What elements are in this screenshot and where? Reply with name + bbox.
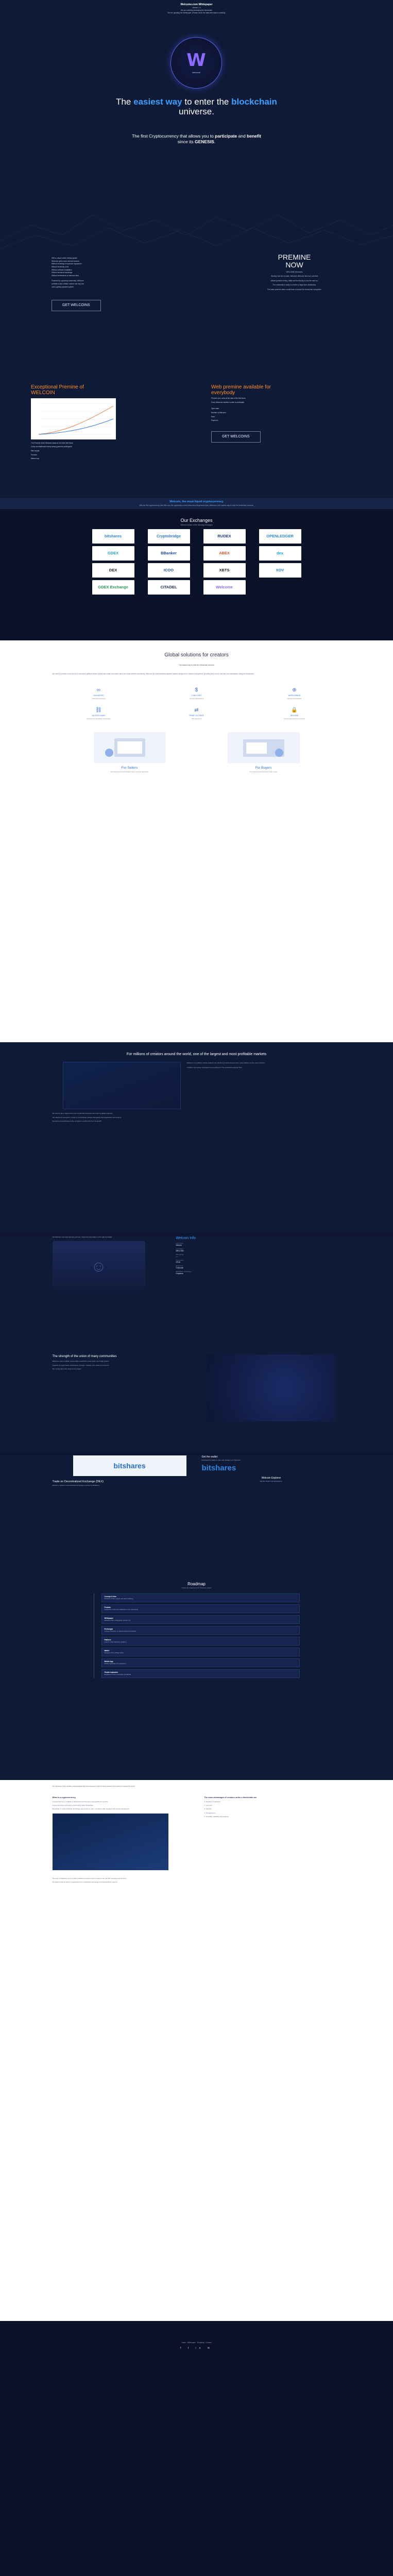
roadmap-item-text: Expansion of the ecosystem worldwide. — [104, 1673, 132, 1676]
roadmap-item-title: Global expansion — [104, 1671, 118, 1673]
trade-text: Welcoin is traded on decentralized exchanges powered by BitShares. — [52, 1484, 100, 1486]
wallet-section — [0, 1455, 393, 1574]
dist-text-1: The Premine of the Welcoins starts at 1st of the first block. — [31, 442, 74, 444]
info-right — [176, 1236, 331, 1293]
feature-text: Low fee transactions — [189, 697, 204, 700]
strength-text-2: Together we grow faster and become stronger, creating more value for everyone. — [52, 1364, 110, 1366]
network-graphic — [0, 199, 393, 251]
exchange-card[interactable]: ICOO — [148, 563, 190, 578]
feature-title: WORLDWIDE — [288, 694, 301, 697]
exchange-card[interactable]: RUDEX — [203, 529, 246, 544]
roadmap-item — [101, 1637, 300, 1646]
feature-text: Powered by blockchain technology — [87, 717, 111, 720]
exchange-card[interactable]: ABEX — [203, 546, 246, 561]
premine-label: Premine — [31, 453, 37, 456]
web-premine — [211, 385, 345, 443]
strength-section — [0, 1349, 393, 1452]
exchange-card[interactable]: XOV — [259, 563, 301, 578]
creators-section — [0, 1042, 393, 1233]
about-section — [0, 251, 393, 380]
info-label: Block time — [176, 1264, 183, 1267]
liquid-text: With the first cryptocurrency that offers you the opportunity to earn coins since its genesis block, Welcome is the easiest way to enter the blockchain universe. — [139, 504, 254, 507]
roadmap-item-text: Definition of the project and team building. — [104, 1598, 133, 1600]
explorer-title[interactable]: Welcoin Explorer — [261, 1477, 281, 1480]
creators-more: We want to give creators the tools to build their business and reach a global audience. The Welcome ecosystem is built on a blockchain network that grants decentralization and security. Everyone can participate in the ecosystem and benefit from its growth. — [52, 1112, 122, 1123]
info-value: 3 seconds — [176, 1267, 184, 1269]
roadmap-item — [101, 1626, 300, 1635]
info-value: Graphene — [176, 1273, 183, 1275]
advantage-item: 3. Security — [204, 1808, 212, 1810]
strength-text-3: The community is the heart of the project. — [52, 1368, 82, 1370]
payment: Payment: — [211, 419, 218, 422]
roadmap-item — [101, 1615, 300, 1624]
advantage-item: 4. Transparency — [204, 1811, 216, 1814]
sellers-buyers — [0, 732, 393, 773]
whitepaper-intro: The Welcome Team creates a decentralized payment ecosystem that connects creators and customers around the world. — [52, 1785, 135, 1787]
exchange-card[interactable]: GDEX — [92, 546, 134, 561]
global-intro: We want to provide a new kind of e-commerce platform where people can create and share value and trade with the community. Welcome is a decentralized payment system designed for creators everywhere, providing fast, secure and low-cost transactions using the blockchain. — [52, 672, 254, 675]
strength-text-1: Welcome unites multiple communities around the world under one single project. — [52, 1360, 109, 1363]
feature-text: P2P payments — [191, 717, 202, 720]
dev-note: We are currently developing the blockchain — [181, 9, 212, 11]
exchange-card[interactable]: OPENLEDGER — [259, 529, 301, 544]
whitepaper-right: The main advantages of creators under a blockchain are 1. Freedom of payment 2. Low cost 3. Security 4. Transparency 5. Flexibility, reliability and longevity — [204, 1797, 341, 1870]
info-field — [176, 1253, 331, 1258]
exchange-card[interactable]: GDEX Exchange — [92, 580, 134, 595]
info-value: — — [176, 1256, 178, 1258]
info-field — [176, 1248, 331, 1252]
roadmap-title: Roadmap — [187, 1581, 206, 1586]
logo-letter: W — [186, 50, 206, 71]
feature-icon: 🔒 — [291, 707, 298, 713]
info-label: Blockchain technology — [176, 1270, 192, 1273]
exchange-card[interactable]: DEX — [92, 563, 134, 578]
exchange-card[interactable]: dex — [259, 546, 301, 561]
feature-text: Secure payments for everyone — [284, 717, 305, 720]
roadmap-item-title: Platform — [104, 1638, 111, 1641]
feature-item — [253, 687, 336, 700]
feature-title: LOW COST — [191, 694, 202, 697]
advantage-item: 1. Freedom of payment — [204, 1800, 220, 1803]
hero-subheading: The first Cryptocurrency that allows you to participate and benefit since its GENESIS. — [132, 133, 261, 144]
blockchain-image — [53, 1814, 168, 1870]
feature-icon: ⊕ — [292, 687, 297, 693]
creators-text: Welcome is a platform where creators can sell their products and services, using Welcoin as the main currency. Creators can receive payments from anywhere in the world with minimum fees. — [186, 1062, 265, 1069]
feature-item — [58, 687, 140, 700]
liquid-band — [0, 498, 393, 509]
roadmap-item — [101, 1594, 300, 1602]
feature-title: BLOCKCHAIN — [92, 715, 105, 717]
roadmap-item-text: Listing of Welcoin on decentralized exchanges. — [104, 1630, 136, 1633]
about-text: With a unique native mining system Welcome gives users several rewards: Without investing in expensive equipment Without electricity costs Without software installation Without technical knowledge Without investments or intensive fees Powered by a growing community, Welcome provides a fast, reliable, secure and very low cost e-galaxy payment system. GET WELCOINS — [0, 251, 196, 380]
info-section — [0, 1236, 393, 1349]
site-title: Welcome.com Whitepaper — [180, 3, 213, 6]
whitepaper-section — [0, 1780, 393, 2321]
global-subtitle: The easiest way to enter the blockchain universe — [179, 664, 214, 667]
whitepaper-left: What is a cryptocurrency A cryptocurrency is a digital or virtual currency that uses cryptography for security. Cryptocurrencies work using a technology called blockchain. Blockchain is a decentralized technology spread across many computers that manages and records transactions. — [53, 1797, 189, 1870]
version: Version 1.0 — [192, 7, 201, 9]
feature-item — [156, 707, 238, 720]
feature-item — [253, 707, 336, 720]
get-welcoins-button-2[interactable]: GET WELCOINS — [211, 431, 261, 443]
wallet-title: Get the wallet — [201, 1455, 218, 1459]
info-field — [176, 1259, 331, 1264]
header — [0, 0, 393, 14]
whitepaper-final: The team of Welcome aims to build a reliable ecosystem where creators can sell their products and services. We believe that the future of payments lies in blockchain technology and decentralized systems. — [52, 1877, 127, 1883]
trade-title: Trade on Decentralized Exchange (DEX) — [52, 1480, 104, 1483]
roadmap-item-title: Mobile App — [104, 1660, 113, 1663]
roadmap-item — [101, 1669, 300, 1678]
feature-title: UNLIMITED — [93, 694, 104, 697]
feature-item — [58, 707, 140, 720]
explorer-text: Explore blocks and transactions. — [260, 1480, 283, 1483]
footer — [0, 2321, 393, 2576]
global-section — [0, 640, 393, 1042]
feature-icon: ∞ — [96, 687, 101, 693]
exchanges-sub: Welcoin is listed on the following exchanges — [180, 523, 213, 526]
info-field — [176, 1270, 331, 1275]
info-label: Coin ticker — [176, 1247, 183, 1250]
footer-links[interactable]: Home · Whitepaper · Roadmap · Contact — [181, 2341, 212, 2344]
exchanges-section — [0, 509, 393, 640]
roadmap-list — [94, 1594, 300, 1678]
bitshares-logo[interactable]: bitshares — [201, 1464, 236, 1473]
buyers-illustration — [228, 732, 300, 763]
roadmap-item-title: Premine — [104, 1606, 111, 1608]
liquid-title: Welcoin, the most liquid cryptocurrency — [169, 500, 224, 504]
exchange-card[interactable]: Cryptobridge — [148, 529, 190, 544]
hero-heading: The easiest way to enter the blockchain universe. — [116, 97, 277, 116]
info-label: Coin name — [176, 1242, 184, 1244]
roadmap-item-text: Launch of the Welcome platform. — [104, 1641, 127, 1643]
roadmap-item-title: Concept & Idea — [104, 1595, 116, 1598]
buyers-title: For Buyers — [255, 766, 272, 770]
info-label: Consensus — [176, 1259, 184, 1261]
exchange-card[interactable]: CITADEL — [148, 580, 190, 595]
info-field — [176, 1242, 331, 1247]
advantage-item: 5. Flexibility, reliability and longevity — [204, 1816, 229, 1818]
roadmap-item-title: Exchanges — [104, 1628, 113, 1630]
exchanges-title: Our Exchanges — [180, 517, 213, 523]
roadmap-item-title: Wallet — [104, 1649, 109, 1652]
distribution-section — [0, 380, 393, 498]
logo-name: welcome — [192, 71, 200, 74]
logo[interactable] — [170, 37, 222, 89]
sellers-text: The easiest and most efficient way to receive payments. — [110, 770, 149, 773]
info-label: Max supply — [176, 1253, 184, 1256]
feature-icon: $ — [195, 687, 198, 693]
creators-image — [63, 1062, 181, 1109]
sellers-block — [86, 732, 174, 773]
exchange-card[interactable]: XBTS — [203, 563, 246, 578]
sellers-title: For Sellers — [121, 766, 138, 770]
market-cap-label: Market cap: — [31, 457, 40, 460]
exchange-grid — [0, 529, 393, 595]
info-left-text: Get Welcoins via a fast and easy process. Check the information on the right for details. — [52, 1235, 112, 1238]
strength-illustration — [207, 1354, 336, 1421]
feature-text: Unlimited payments — [92, 697, 106, 700]
feature-item — [156, 687, 238, 700]
global-title: Global solutions for creators — [164, 652, 229, 658]
info-value: WELCOIN — [176, 1250, 184, 1252]
roadmap-item-text: Release of the whitepaper version 1.0. — [104, 1619, 131, 1622]
advantage-item: 2. Low cost — [204, 1804, 212, 1806]
premine-title: PREMINE NOW — [278, 253, 311, 269]
info-left — [53, 1236, 166, 1293]
creators-heading: For millions of creators around the world, one of the largest and most profitable markets — [126, 1052, 267, 1056]
dist-title: Exceptional Premine of WELCOIN — [31, 384, 84, 396]
open-date: Open date: — [211, 408, 219, 410]
roadmap-item-text: Distribution of the first Welcoins to the community. — [104, 1608, 139, 1611]
feature-icon: ⇄ — [194, 707, 199, 713]
roadmap-item-title: Whitepaper — [104, 1617, 113, 1619]
exchange-card[interactable]: Welcome — [203, 580, 246, 595]
info-title: Welcoin Info — [176, 1236, 196, 1240]
update-note: We are updating the Whitepaper. (Please check the latest information carefully) — [167, 11, 226, 14]
roadmap-item — [101, 1604, 300, 1613]
feature-title: PEER TO PEER — [189, 715, 204, 717]
dist-text-2: Coins are distributed evenly among premine participants. — [31, 446, 73, 448]
exchange-card[interactable]: bitshares — [92, 529, 134, 544]
web-premine-text-1: Premine your coins at the start of the first block. — [211, 397, 246, 400]
social-icons[interactable]: f t in ✉ — [180, 2347, 213, 2350]
bitshares-card[interactable]: bitshares — [73, 1455, 186, 1476]
roadmap-item-text: Release of the official wallet. — [104, 1652, 124, 1654]
buyers-block — [220, 732, 307, 773]
feature-text: Payments worldwide — [287, 697, 302, 700]
welcoin-count: Number of Welcoins: — [211, 412, 227, 414]
roadmap-item — [101, 1648, 300, 1656]
strength-title: The strength of the union of many communities — [52, 1354, 117, 1358]
wallet-text: Download the wallet to store and manage your Welcoins. — [201, 1459, 241, 1462]
rate: Rate: — [211, 415, 215, 418]
premine-panel: PREMINE NOW WELCOME introduces Starting from the 1st date, Welcome offers the first ever coin that utilized premine mining. Initial and the Bounty is now live and run. The community is ready to receive a large token distribution. The token premine offers a solid base to launch the blockchain ecosystem. — [196, 251, 393, 380]
web-premine-text-2: Every Welcome member is able to participate. — [211, 401, 245, 403]
web-premine-title: Web premine available for everybody — [211, 384, 271, 396]
roadmap-section — [0, 1574, 393, 1780]
max-supply-label: Max supply: — [31, 450, 40, 452]
buyers-text: The easiest and most secure way to pay. — [249, 770, 278, 773]
info-value: DPoS — [176, 1261, 180, 1264]
info-value: Welcoin — [176, 1244, 182, 1247]
roadmap-subtitle: Follow the progress of the Welcome project — [181, 1587, 212, 1589]
avatar-image: ☺ — [53, 1241, 145, 1293]
exchange-card[interactable]: BBanker — [148, 546, 190, 561]
sellers-illustration — [94, 732, 166, 763]
roadmap-item — [101, 1658, 300, 1667]
get-welcoins-button[interactable]: GET WELCOINS — [52, 300, 101, 311]
roadmap-item-text: Mobile application for payments. — [104, 1663, 127, 1665]
feature-title: SECURE — [290, 715, 299, 717]
premine-chart — [31, 398, 116, 439]
feature-icon: ⛓ — [95, 707, 102, 713]
info-field — [176, 1265, 331, 1269]
feature-grid — [0, 687, 393, 720]
premine-distribution — [31, 385, 165, 460]
